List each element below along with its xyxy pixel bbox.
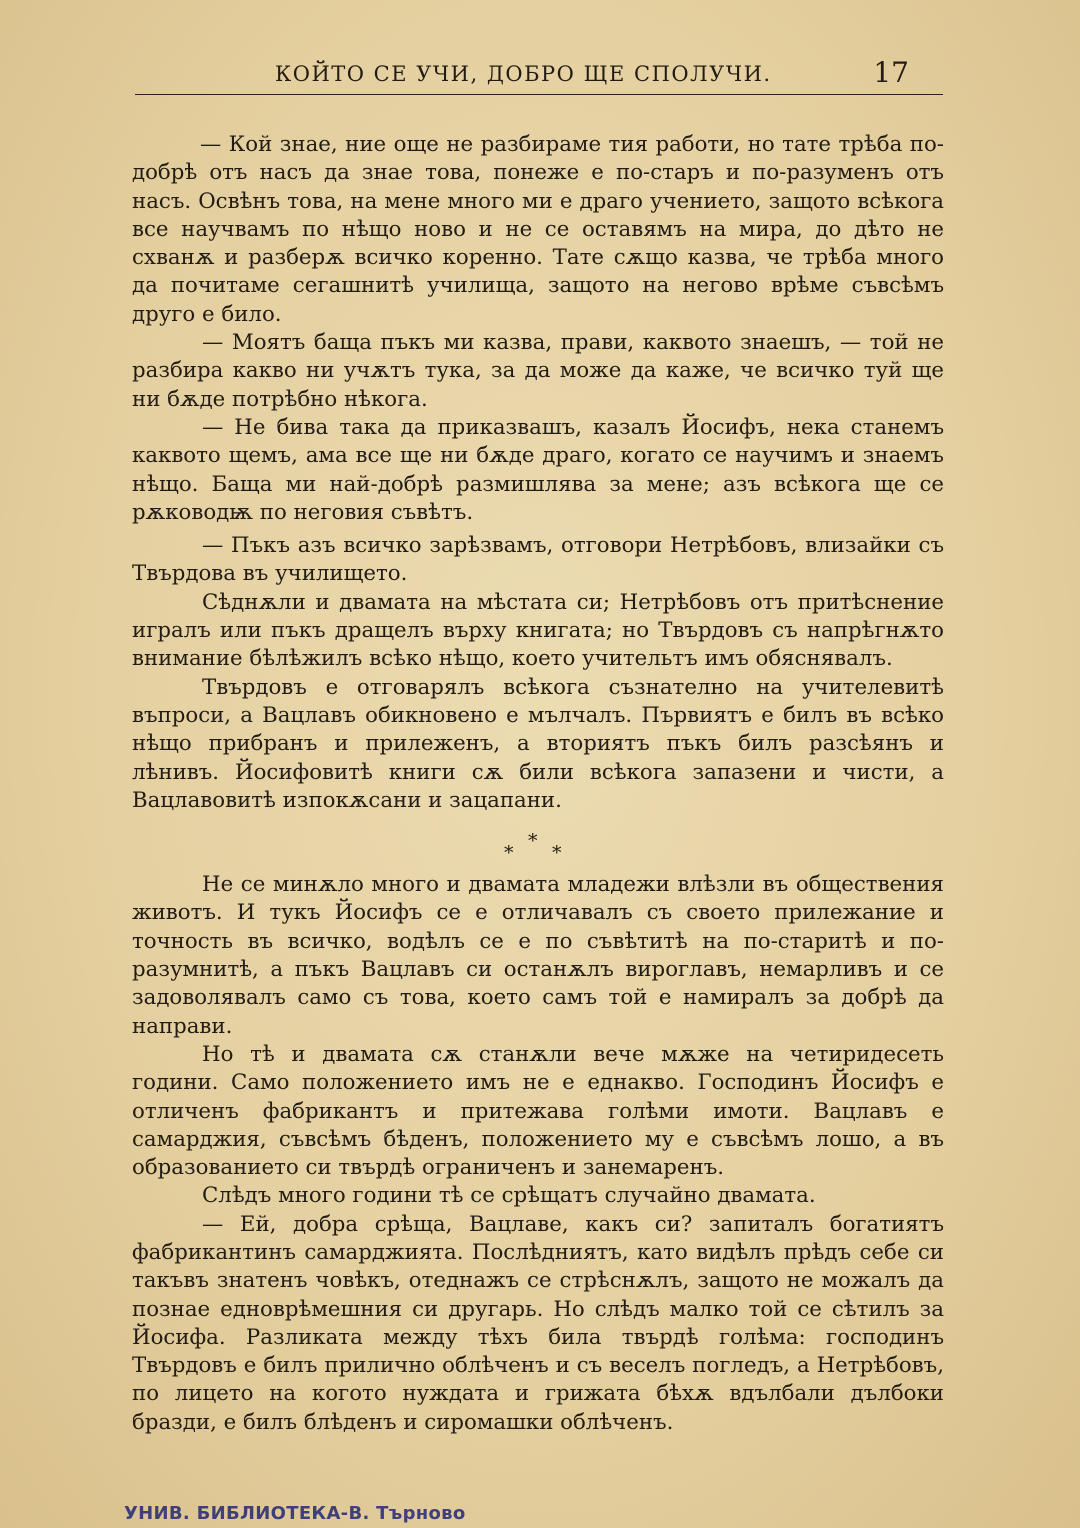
paragraph: Слѣдъ много години тѣ се срѣщатъ случайно двамата. — [202, 1183, 816, 1209]
paragraph: — Пъкъ азъ всичко зарѣзвамъ, отговори Нетрѣбовъ, влизайки съ Твърдова въ училището. — [132, 533, 944, 587]
paragraph: — Ей, добра срѣща, Вацлаве, какъ си? запиталъ богатиятъ фабрикантинъ самарджията. Послѣдниятъ, като видѣлъ прѣдъ себе си такъвъ знатенъ човѣкъ, отеднажъ се стрѣснѫлъ, защото не можалъ да познае едноврѣмешния си другарь. Но слѣдъ малко той се сѣтилъ за Йосифа. Разликата между тѣхъ била твърдѣ голѣма: господинъ Твърдовъ е билъ прилично облѣченъ и съ веселъ погледъ, а Нетрѣбовъ, по лицето на когото нуждата и грижата бѣхѫ вдълбали дълбоки бразди, е билъ блѣденъ и сиромашки облѣченъ. — [132, 1211, 944, 1435]
section-separator — [132, 815, 944, 871]
paragraph: Не се минѫло много и двамата младежи влѣзли въ обществения животъ. И тукъ Йосифъ се е отличавалъ съ своето прилежание и точность въ всичко, водѣлъ се е по съвѣтитѣ на по-старитѣ и по-разумнитѣ, а пъкъ Вацлавъ си останѫлъ вироглавъ, немарливъ и се задоволявалъ само съ това, което самъ той е намиралъ за добрѣ да направи. — [132, 872, 944, 1039]
running-title: КОЙТО СЕ УЧИ, ДОБРО ЩЕ СПОЛУЧИ. — [275, 62, 772, 86]
library-stamp: УНИВ. БИБЛИОТЕКА-В. Търново — [124, 1503, 466, 1524]
paragraph: Твърдовъ е отговарялъ всѣкога съзнателно на учителевитѣ въпроси, а Вацлавъ обикновено е мълчалъ. Първиятъ е билъ въ всѣко нѣщо прибранъ и прилеженъ, а вториятъ пъкъ билъ разсѣянъ и лѣнивъ. Йосифовитѣ книги сѫ били всѣкога запазени и чисти, а Вацлавовитѣ изпокѫсани и зацапани. — [132, 674, 944, 813]
asterisk: * — [528, 830, 538, 853]
paragraph: Но тѣ и двамата сѫ станѫли вече мѫже на четиридесеть години. Само положението имъ не е еднакво. Господинъ Йосифъ е отличенъ фабрикантъ и притежава голѣми имоти. Вацлавъ е самарджия, съвсѣмъ бѣденъ, положението му е съвсѣмъ лошо, а въ образованието си твърдѣ ограниченъ и занемаренъ. — [132, 1041, 944, 1181]
paragraph: — Кой знае, ние още не разбираме тия работи, но тате трѣба по-добрѣ отъ насъ да знае това, понеже е по-старъ и по-разуменъ отъ насъ. Освѣнъ това, на мене много ми е драго учението, защото всѣкога все научвамъ по нѣщо ново и не се оставямъ на мира, до дѣто не схванѫ и разберѫ всичко коренно. Тате сѫщо казва, че трѣба много да почитаме сегашнитѣ училища, защото на негово врѣме съвсѣмъ друго е било. — [132, 132, 944, 327]
paragraph: — Моятъ баща пъкъ ми казва, прави, каквото знаешъ, — той не разбира какво ни учѫтъ тука, за да може да каже, че всичко туй ще ни бѫде потрѣбно нѣкога. — [132, 330, 944, 412]
paragraph: — Не бива така да приказвашъ, казалъ Йосифъ, нека станемъ каквото щемъ, ама все ще ни бѫде драго, когато се научимъ и знаемъ нѣщо. Баща ми най-добрѣ размишлява за мене; азъ всѣкога ще се рѫководѭ по неговия съвѣтъ. — [132, 414, 944, 525]
asterisk: * — [504, 842, 514, 865]
body-text — [132, 131, 944, 1437]
page-number: 17 — [873, 56, 909, 89]
asterisk: * — [552, 842, 562, 865]
paragraph: Сѣднѫли и двамата на мѣстата си; Нетрѣбовъ отъ притѣснение игралъ или пъкъ дращелъ върху книгата; но Твърдовъ съ напрѣгнѫто внимание бѣлѣжилъ всѣко нѣщо, което учительтъ имъ обяснявалъ. — [132, 589, 944, 672]
running-header — [135, 58, 943, 95]
